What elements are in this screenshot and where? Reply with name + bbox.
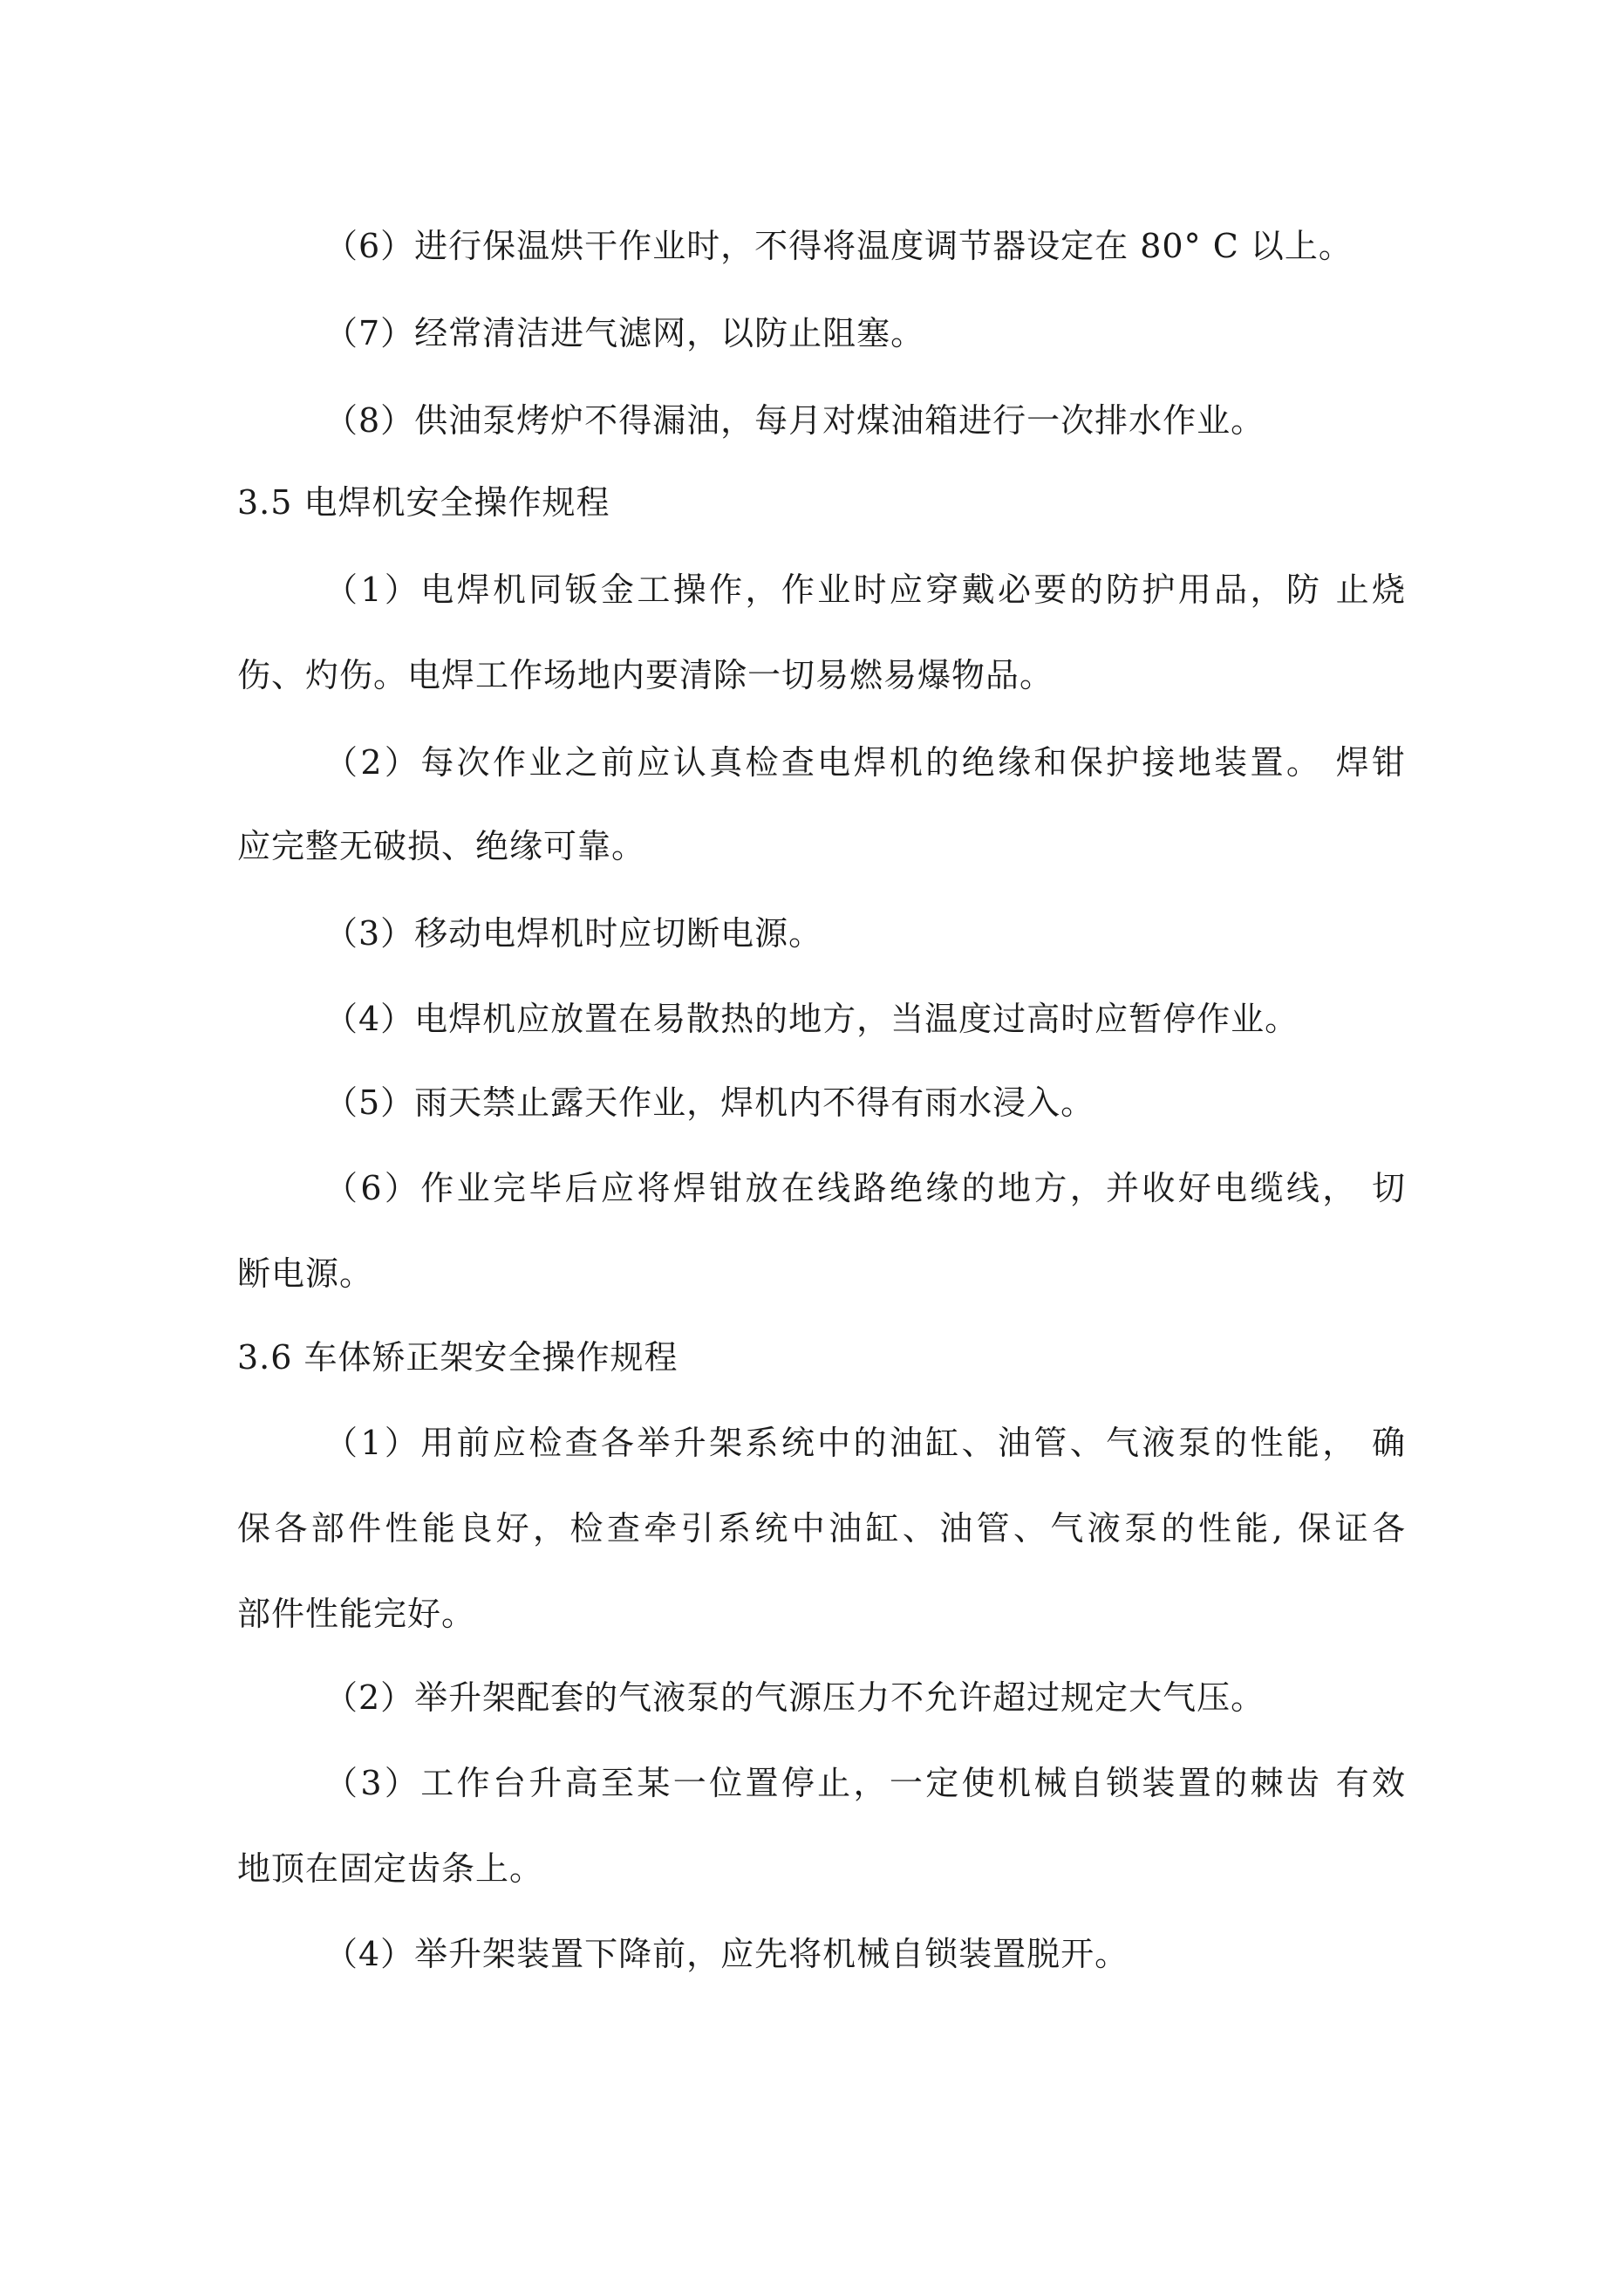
paragraph-3-5-2-line-2: 应完整无破损、绝缘可靠。	[237, 827, 646, 865]
paragraph-item-6: （6）进行保温烘干作业时，不得将温度调节器设定在 80° C 以上。	[324, 227, 1353, 265]
paragraph-item-7: （7）经常清洁进气滤网，以防止阻塞。	[324, 314, 925, 352]
paragraph-3-6-4: （4）举升架装置下降前，应先将机械自锁装置脱开。	[324, 1935, 1129, 1973]
paragraph-3-5-6-line-1: （6）作业完毕后应将焊钳放在线路绝缘的地方，并收好电缆线， 切	[324, 1169, 1406, 1207]
paragraph-3-5-1-line-2: 伤、灼伤。电焊工作场地内要清除一切易燃易爆物品。	[237, 656, 1054, 694]
section-heading-3-6: 3.6 车体矫正架安全操作规程	[237, 1338, 679, 1377]
paragraph-3-6-3-line-2: 地顶在固定齿条上。	[237, 1849, 544, 1888]
section-heading-3-5: 3.5 电焊机安全操作规程	[237, 483, 610, 522]
paragraph-3-5-3: （3）移动电焊机时应切断电源。	[324, 914, 823, 953]
paragraph-3-5-2-line-1: （2）每次作业之前应认真检查电焊机的绝缘和保护接地装置。 焊钳	[324, 743, 1406, 782]
paragraph-3-6-1-line-2: 保各部件性能良好，检查牵引系统中油缸、油管、气液泵的性能, 保证各	[237, 1509, 1406, 1548]
paragraph-3-6-1-line-1: （1）用前应检查各举升架系统中的油缸、油管、气液泵的性能， 确	[324, 1424, 1406, 1462]
paragraph-3-5-1-line-1: （1）电焊机同钣金工操作，作业时应穿戴必要的防护用品，防 止烧	[324, 571, 1406, 609]
paragraph-3-5-5: （5）雨天禁止露天作业，焊机内不得有雨水浸入。	[324, 1083, 1095, 1122]
paragraph-3-6-3-line-1: （3）工作台升高至某一位置停止，一定使机械自锁装置的棘齿 有效	[324, 1764, 1406, 1802]
paragraph-3-6-1-line-3: 部件性能完好。	[237, 1595, 476, 1633]
paragraph-3-6-2: （2）举升架配套的气液泵的气源压力不允许超过规定大气压。	[324, 1678, 1265, 1717]
paragraph-3-5-6-line-2: 断电源。	[237, 1254, 374, 1293]
paragraph-3-5-4: （4）电焊机应放置在易散热的地方，当温度过高时应暂停作业。	[324, 1000, 1299, 1038]
paragraph-item-8: （8）供油泵烤炉不得漏油，每月对煤油箱进行一次排水作业。	[324, 401, 1265, 440]
